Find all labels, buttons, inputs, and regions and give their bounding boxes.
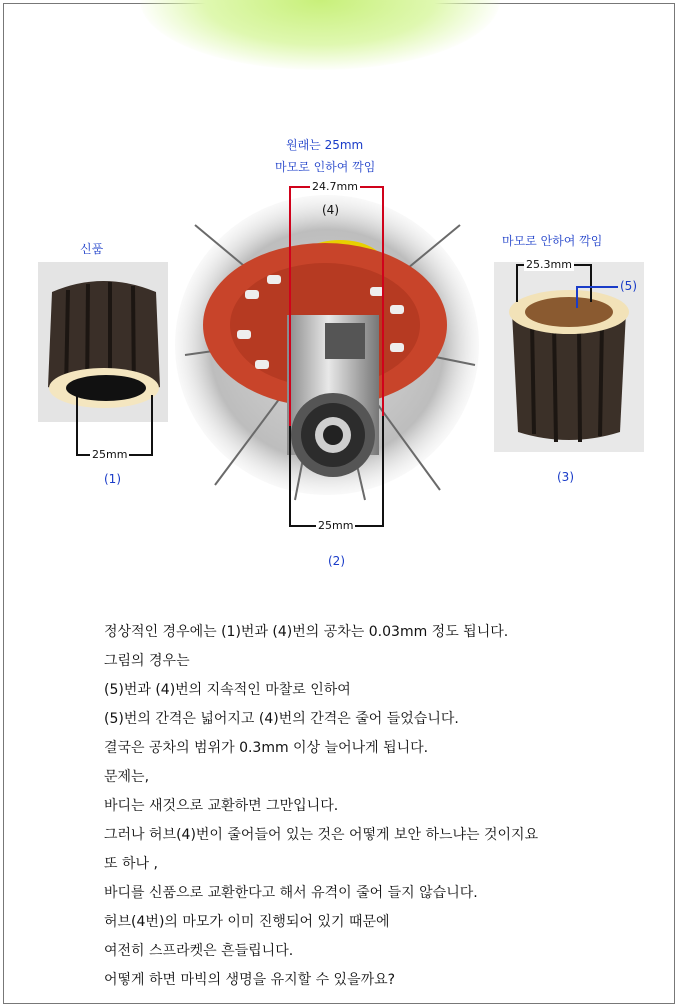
worn-part-number-3: (3): [557, 470, 574, 484]
text-line: 어떻게 하면 마빅의 생명을 유지할 수 있을까요?: [104, 972, 396, 988]
hub-number-4: (4): [322, 203, 339, 217]
hub-photo: [175, 195, 480, 505]
hub-note-line1: 원래는 25mm: [286, 138, 364, 152]
hub-top-dimension-label: 24.7mm: [312, 180, 358, 193]
worn-pointer-vertical: [576, 286, 578, 308]
text-line: 허브(4번)의 마모가 이미 진행되어 있기 때문에: [104, 914, 390, 930]
worn-dimension-label: 25.3mm: [526, 258, 572, 271]
new-dim-left: [76, 395, 78, 455]
text-line: 또 하나 ,: [104, 856, 158, 872]
text-line: 바디는 새것으로 교환하면 그만입니다.: [104, 798, 339, 814]
new-part-number-1: (1): [104, 472, 121, 486]
hub-dim-left-black: [289, 426, 291, 526]
worn-part-label: 마모로 안하여 깍임: [502, 234, 603, 248]
hub-dim-left-red: [289, 186, 291, 426]
worn-dim-left: [516, 264, 518, 302]
new-part-label: 신품: [80, 242, 104, 256]
text-line: (5)번과 (4)번의 지속적인 마찰로 인하여: [104, 682, 351, 698]
text-line: 바디를 신품으로 교환한다고 해서 유격이 줄어 들지 않습니다.: [104, 885, 478, 901]
new-dim-right: [151, 395, 153, 455]
hub-dim-right-black: [382, 416, 384, 526]
text-line: (5)번의 간격은 넓어지고 (4)번의 간격은 줄어 들었습니다.: [104, 711, 459, 727]
worn-number-5: (5): [620, 279, 637, 293]
new-dimension-label: 25mm: [92, 448, 128, 461]
text-line: 문제는,: [104, 769, 150, 785]
new-freehub-photo: [38, 262, 168, 422]
worn-dim-right: [590, 264, 592, 302]
text-line: 그림의 경우는: [104, 653, 190, 669]
text-line: 그러나 허브(4)번이 줄어들어 있는 것은 어떻게 보안 하느냐는 것이지요: [104, 827, 539, 843]
hub-number-2: (2): [328, 554, 345, 568]
text-line: 정상적인 경우에는 (1)번과 (4)번의 공차는 0.03mm 정도 됩니다.: [104, 624, 509, 640]
text-line: 여전히 스프라켓은 흔들립니다.: [104, 943, 294, 959]
hub-note-line2: 마모로 인하여 깍임: [275, 160, 376, 174]
hub-dim-right-red: [382, 186, 384, 416]
hub-bottom-dimension-label: 25mm: [318, 519, 354, 532]
explanation-text: [104, 618, 538, 995]
text-line: 결국은 공차의 범위가 0.3mm 이상 늘어나게 됩니다.: [104, 740, 429, 756]
worn-pointer-horizontal: [576, 286, 618, 288]
